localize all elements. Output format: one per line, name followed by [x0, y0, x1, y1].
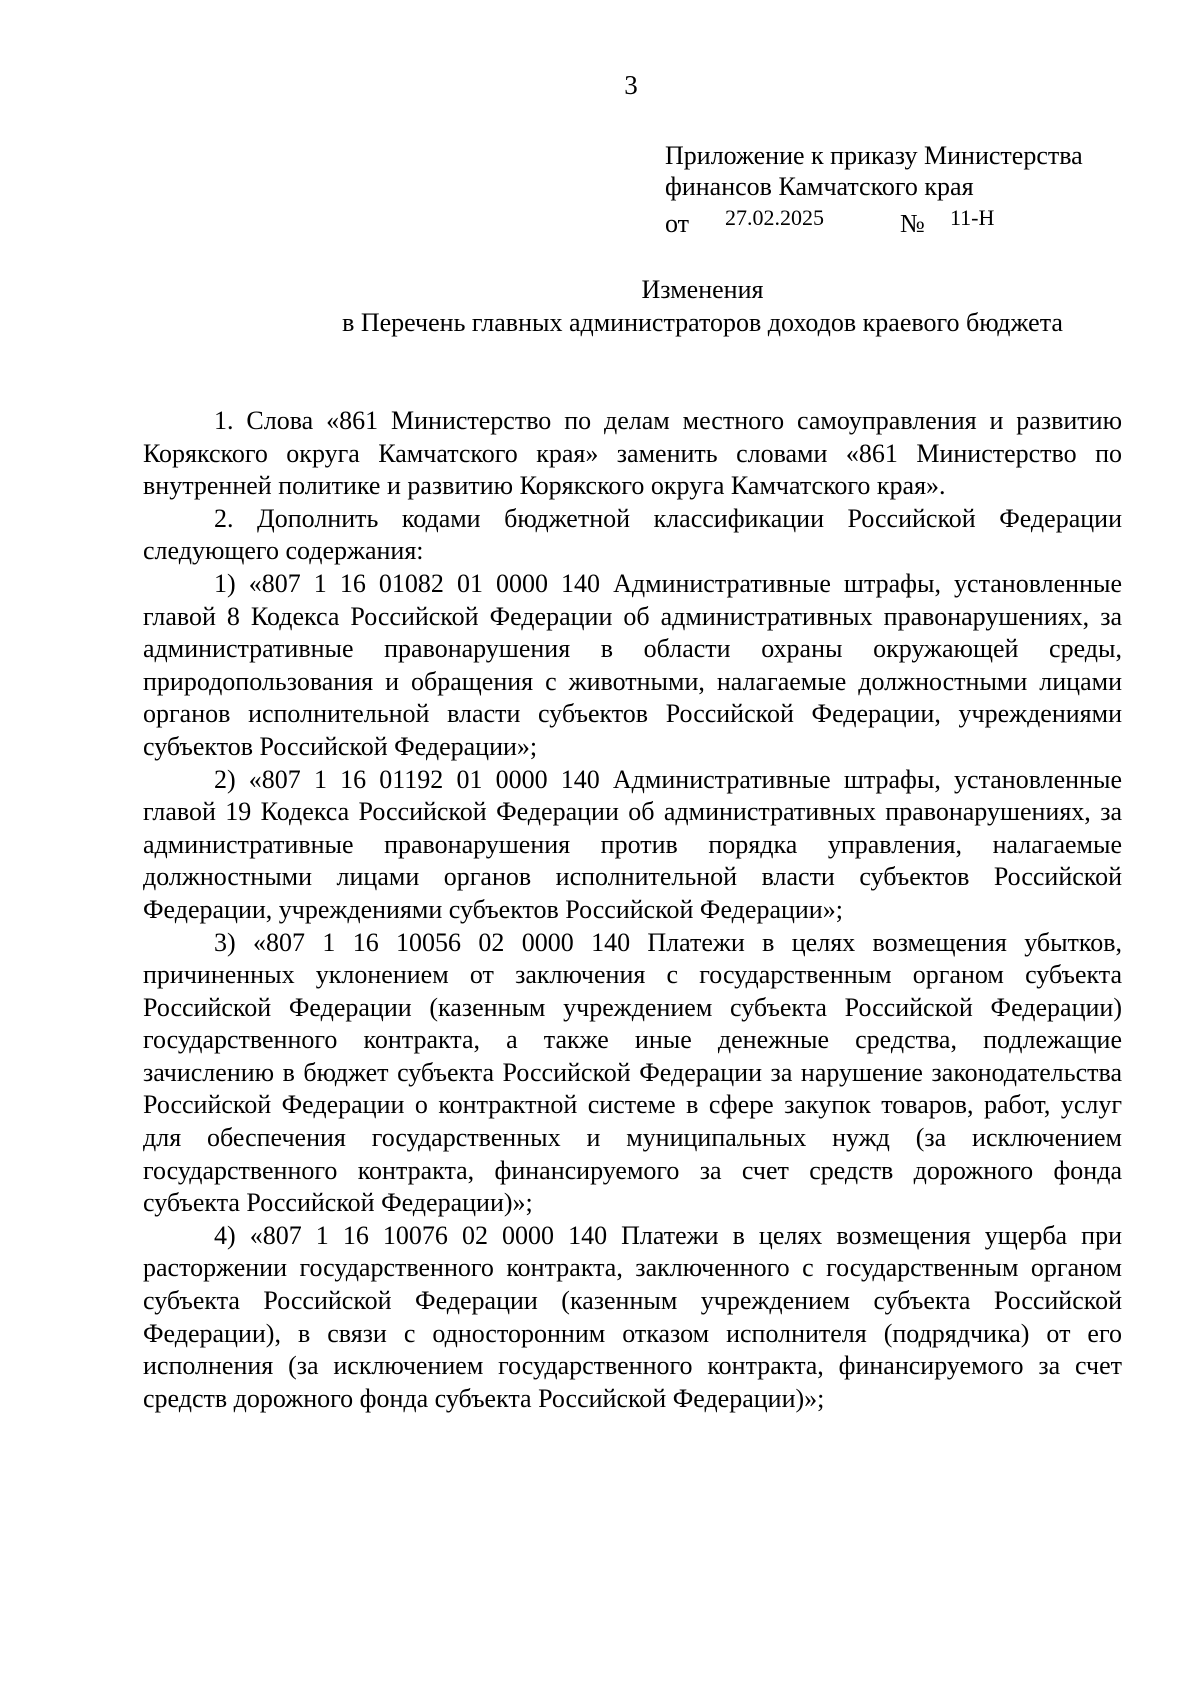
title-line-1: Изменения — [641, 275, 764, 304]
paragraph-4: 2) «807 1 16 01192 01 0000 140 Административные штрафы, установленные главой 19 Кодекса Российской Федерации об административных правонарушениях, за административные правонарушения против порядка управления, налагаемые должностными лицами органов исполнительной власти субъектов Российской Федерации, учреждениями субъектов Российской Федерации»; — [143, 764, 1122, 924]
order-date: 27.02.2025 — [725, 205, 824, 230]
paragraph-1: 1. Слова «861 Министерство по делам местного самоуправления и развитию Корякского округа Камчатского края» заменить словами «861 Министерство по внутренней политике и развитию Корякского округа Камчатского края». — [143, 406, 1122, 501]
paragraph-5: 3) «807 1 16 10056 02 0000 140 Платежи в целях возмещения убытков, причиненных уклонением от заключения с государственным органом субъекта Российской Федерации (казенным учреждением субъекта Российской Федерации) государственного контракта, а также иные денежные средства, подлежащие зачислению в бюджет субъекта Российской Федерации за нарушение законодательства Российской Федерации о контрактной системе в сфере закупок товаров, работ, услуг для обеспечения государственных и муниципальных нужд (за исключением государственного контракта, финансируемого за счет средств дорожного фонда субъекта Российской Федерации)»; — [143, 927, 1122, 1218]
order-date-number — [665, 202, 1083, 236]
paragraph-3: 1) «807 1 16 01082 01 0000 140 Административные штрафы, установленные главой 8 Кодекса Российской Федерации об административных правонарушениях, за административные правонарушения в области охраны окружающей среды, природопользования и обращения с животными, налагаемые должностными лицами органов исполнительной власти субъектов Российской Федерации, учреждениями субъектов Российской Федерации»; — [143, 568, 1122, 761]
paragraph-2: 2. Дополнить кодами бюджетной классификации Российской Федерации следующего содержания: — [143, 503, 1122, 566]
title-line-2: в Перечень главных администраторов доходов краевого бюджета — [342, 308, 1063, 337]
document-body — [143, 405, 1122, 1415]
from-label: от — [665, 209, 690, 238]
number-sign: № — [900, 209, 925, 238]
appendix-line-1: Приложение к приказу Министерства — [665, 141, 1083, 170]
paragraph-6: 4) «807 1 16 10076 02 0000 140 Платежи в целях возмещения ущерба при расторжении государственного контракта, заключенного с государственным органом субъекта Российской Федерации (казенным учреждением субъекта Российской Федерации), в связи с односторонним отказом исполнителя (подрядчика) от его исполнения (за исключением государственного контракта, финансируемого за счет средств дорожного фонда субъекта Российской Федерации)»; — [143, 1220, 1122, 1413]
document-title — [143, 273, 1200, 339]
order-number: 11-Н — [950, 205, 995, 230]
appendix-line-2: финансов Камчатского края — [665, 172, 974, 201]
appendix-header — [665, 140, 1083, 236]
page-number: 3 — [624, 70, 638, 100]
